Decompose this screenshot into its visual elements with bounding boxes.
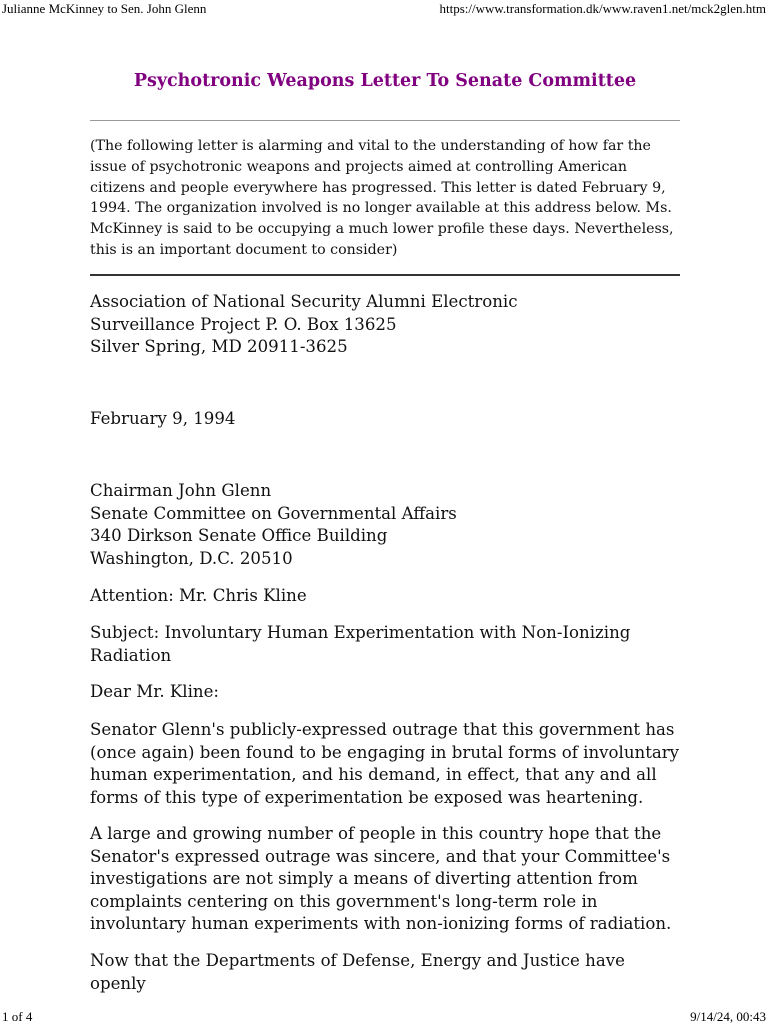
- print-header: [0, 0, 768, 18]
- print-timestamp: 9/14/24, 00:43: [690, 1009, 766, 1024]
- divider: [90, 120, 680, 121]
- attention-line: Attention: Mr. Chris Kline: [90, 586, 307, 605]
- page-title: Psychotronic Weapons Letter To Senate Committee: [133, 71, 637, 91]
- body-paragraph: Now that the Departments of Defense, Energy and Justice have openly: [90, 951, 625, 993]
- sender-address: [90, 291, 680, 359]
- sender-line: Silver Spring, MD 20911-3625: [90, 337, 348, 357]
- recipient-line: Senate Committee on Governmental Affairs: [90, 503, 457, 523]
- body-paragraph: A large and growing number of people in this country hope that the Senator's expressed outrage was sincere, and that your Committee's investigations are not simply a means of diverting attention from complaints centering on this government's long-term role in involuntary human experiments with non-ionizing forms of radiation.: [90, 824, 672, 934]
- divider: [90, 274, 680, 276]
- recipient-line: Washington, D.C. 20510: [90, 548, 293, 568]
- print-header-url: https://www.transformation.dk/www.raven1.net/mck2glen.htm: [439, 1, 766, 16]
- subject-line: Subject: Involuntary Human Experimentation with Non-Ionizing Radiation: [90, 623, 631, 665]
- recipient-address: [90, 480, 680, 570]
- print-header-title: Julianne McKinney to Sen. John Glenn: [2, 1, 207, 16]
- letter-date: February 9, 1994: [90, 409, 236, 428]
- sender-line: Surveillance Project P. O. Box 13625: [90, 314, 397, 334]
- print-footer: [0, 1008, 768, 1026]
- page-number: 1 of 4: [2, 1009, 33, 1024]
- sender-line: Association of National Security Alumni Electronic: [90, 292, 518, 311]
- recipient-line: Chairman John Glenn: [90, 481, 272, 500]
- salutation: Dear Mr. Kline:: [90, 682, 219, 701]
- body-paragraph: Senator Glenn's publicly-expressed outrage that this government has (once again) been found to be engaging in brutal forms of involuntary human experimentation, and his demand, in effect, that any and all forms of this type of experimentation be exposed was heartening.: [90, 720, 680, 807]
- recipient-line: 340 Dirkson Senate Office Building: [90, 526, 388, 546]
- intro-note: (The following letter is alarming and vital to the understanding of how far the issue of psychotronic weapons and projects aimed at controlling American citizens and people everywhere has progressed. This letter is dated February 9, 1994. The organization involved is no longer available at this address below. Ms. McKinney is said to be occupying a much lower profile these days. Nevertheless, this is an important document to consider): [90, 138, 674, 258]
